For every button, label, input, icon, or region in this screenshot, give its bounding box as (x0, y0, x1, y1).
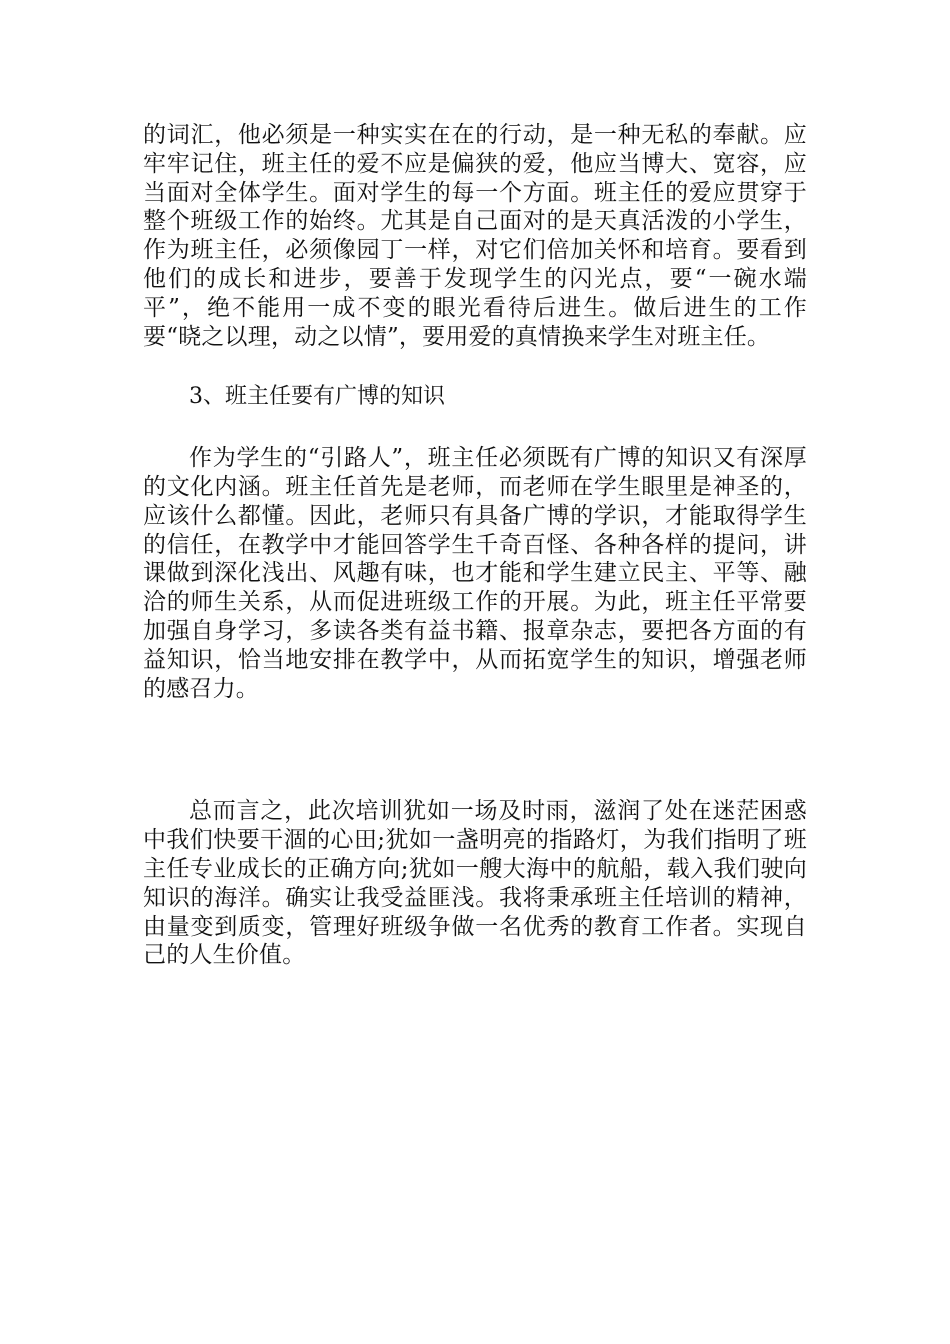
paragraph-conclusion: 总而言之，此次培训犹如一场及时雨，滋润了处在迷茫困惑中我们快要干涸的心田;犹如一盏明亮的指路灯，为我们指明了班主任专业成长的正确方向;犹如一艘大海中的航船，载入我们驶向知识的海洋。确实让我受益匪浅。我将秉承班主任培训的精神，由量变到质变，管理好班级争做一名优秀的教育工作者。实现自己的人生价值。 (143, 798, 807, 969)
paragraph-broad-knowledge: 作为学生的“引路人”，班主任必须既有广博的知识又有深厚的文化内涵。班主任首先是老师，而老师在学生眼里是神圣的，应该什么都懂。因此，老师只有具备广博的学识，才能取得学生的信任，在教学中才能回答学生千奇百怪、各种各样的提问，讲课做到深化浅出、风趣有味，也才能和学生建立民主、平等、融洽的师生关系，从而促进班级工作的开展。为此，班主任平常要加强自身学习，多读各类有益书籍、报章杂志，要把各方面的有益知识，恰当地安排在教学中，从而拓宽学生的知识，增强老师的感召力。 (143, 445, 807, 702)
spacer (143, 412, 807, 444)
section-heading-broad-knowledge: 3、班主任要有广博的知识 (189, 384, 445, 410)
spacer (143, 703, 807, 797)
document-page (143, 121, 807, 970)
spacer (143, 351, 807, 383)
paragraph-love-continuation: 的词汇，他必须是一种实实在在的行动，是一种无私的奉献。应牢牢记住，班主任的爱不应是偏狭的爱，他应当博大、宽容，应当面对全体学生。面对学生的每一个方面。班主任的爱应贯穿于整个班级工作的始终。尤其是自己面对的是天真活泼的小学生，作为班主任，必须像园丁一样，对它们倍加关怀和培育。要看到他们的成长和进步，要善于发现学生的闪光点，要“一碗水端平”，绝不能用一成不变的眼光看待后进生。做后进生的工作要“晓之以理，动之以情”，要用爱的真情换来学生对班主任。 (143, 122, 807, 350)
